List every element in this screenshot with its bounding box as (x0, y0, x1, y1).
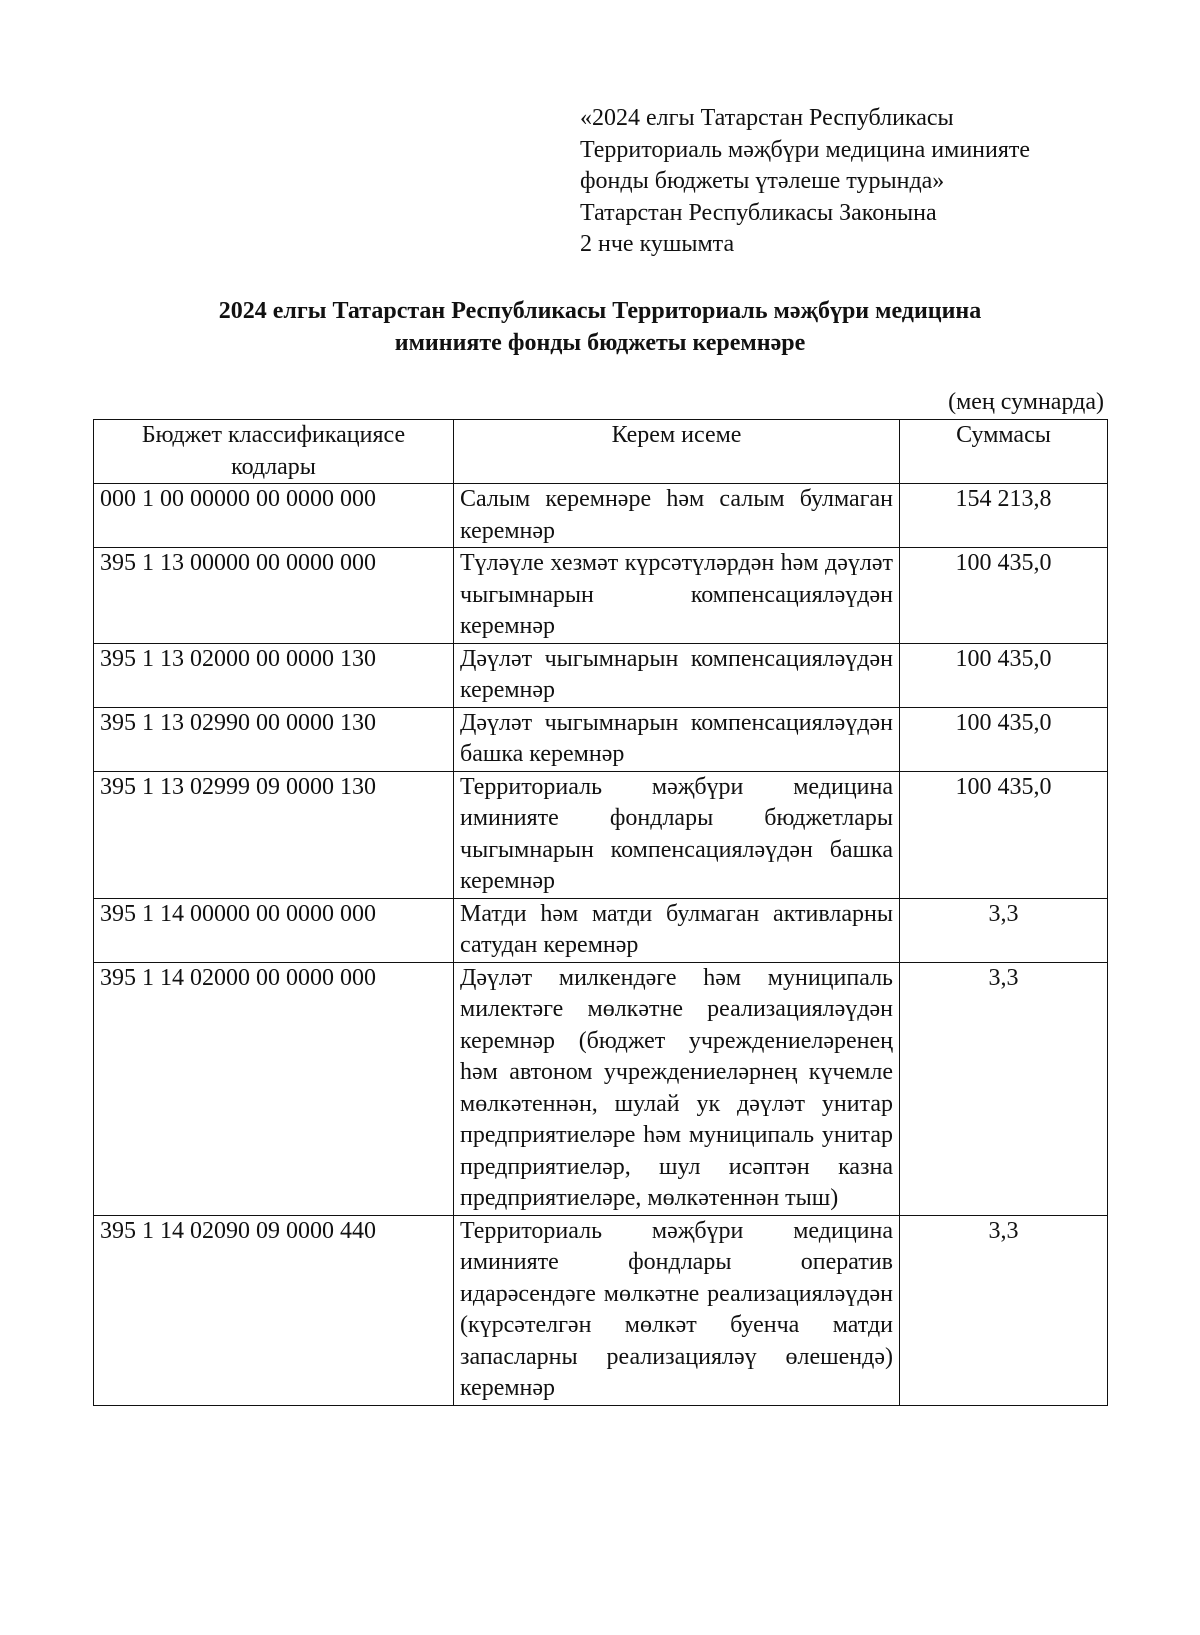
document-title-line: иминияте фонды бюджеты керемнәре (394, 330, 806, 356)
row-name: Дәүләт милкендәге һәм муниципаль милектәге мөлкәтне реализацияләүдән керемнәр (бюджет учреждениеләренең һәм автоном учреждениеләрнең күчемле мөлкәтеннән, шулай ук дәүләт унитар предприятиеләре һәм муниципаль унитар предприятиеләр, шул исәптән казна предприятиеләре, мөлкәтеннән тыш) (454, 962, 900, 1215)
annex-line: 2 нче кушымта (580, 231, 735, 257)
row-amount: 3,3 (900, 962, 1108, 1215)
row-amount: 100 435,0 (900, 548, 1108, 644)
table-row (94, 898, 1108, 962)
annex-line: «2024 елгы Татарстан Республикасы (580, 105, 954, 131)
row-name: Территориаль мәҗбүри медицина иминияте фондлары бюджетлары чыгымнарын компенсацияләүдән башка керемнәр (454, 771, 900, 898)
table-row (94, 1215, 1108, 1405)
units-note: (мең сумнарда) (948, 389, 1104, 415)
row-name: Территориаль мәҗбүри медицина иминияте фондлары оператив идарәсендәге мөлкәтне реализацияләүдән (күрсәтелгән мөлкәт буенча матди запасларны реализацияләү өлешендә) керемнәр (454, 1215, 900, 1405)
table-header-row (94, 420, 1108, 484)
header-code: Бюджет классификациясе кодлары (94, 420, 454, 484)
annex-line: Территориаль мәҗбүри медицина иминияте (580, 136, 1031, 163)
table-row (94, 484, 1108, 548)
document-title-line: 2024 елгы Татарстан Республикасы Территориаль мәҗбүри медицина (218, 298, 982, 324)
row-name: Түләүле хезмәт күрсәтүләрдән һәм дәүләт чыгымнарын компенсацияләүдән керемнәр (454, 548, 900, 644)
header-name: Керем исеме (454, 420, 900, 484)
annex-line: Татарстан Республикасы Законына (580, 199, 937, 226)
row-code: 395 1 13 02999 09 0000 130 (94, 771, 454, 898)
row-amount: 100 435,0 (900, 643, 1108, 707)
document-title (95, 295, 1105, 359)
row-amount: 3,3 (900, 1215, 1108, 1405)
row-code: 000 1 00 00000 00 0000 000 (94, 484, 454, 548)
table-row (94, 771, 1108, 898)
table-row (94, 643, 1108, 707)
row-code: 395 1 13 02000 00 0000 130 (94, 643, 454, 707)
row-name: Салым керемнәре һәм салым булмаган керемнәр (454, 484, 900, 548)
row-code: 395 1 14 02090 09 0000 440 (94, 1215, 454, 1405)
row-code: 395 1 13 02990 00 0000 130 (94, 707, 454, 771)
table-row (94, 707, 1108, 771)
row-amount: 100 435,0 (900, 707, 1108, 771)
row-code: 395 1 14 02000 00 0000 000 (94, 962, 454, 1215)
row-amount: 154 213,8 (900, 484, 1108, 548)
row-amount: 100 435,0 (900, 771, 1108, 898)
revenue-table (93, 419, 1108, 1406)
row-code: 395 1 13 00000 00 0000 000 (94, 548, 454, 644)
header-amount: Суммасы (900, 420, 1108, 484)
table-row (94, 962, 1108, 1215)
row-name: Дәүләт чыгымнарын компенсацияләүдән керемнәр (454, 643, 900, 707)
table-row (94, 548, 1108, 644)
annex-reference (580, 103, 1140, 261)
annex-line: фонды бюджеты үтәлеше турында» (580, 168, 945, 194)
row-name: Матди һәм матди булмаган активларны сатудан керемнәр (454, 898, 900, 962)
row-code: 395 1 14 00000 00 0000 000 (94, 898, 454, 962)
row-amount: 3,3 (900, 898, 1108, 962)
row-name: Дәүләт чыгымнарын компенсацияләүдән башка керемнәр (454, 707, 900, 771)
